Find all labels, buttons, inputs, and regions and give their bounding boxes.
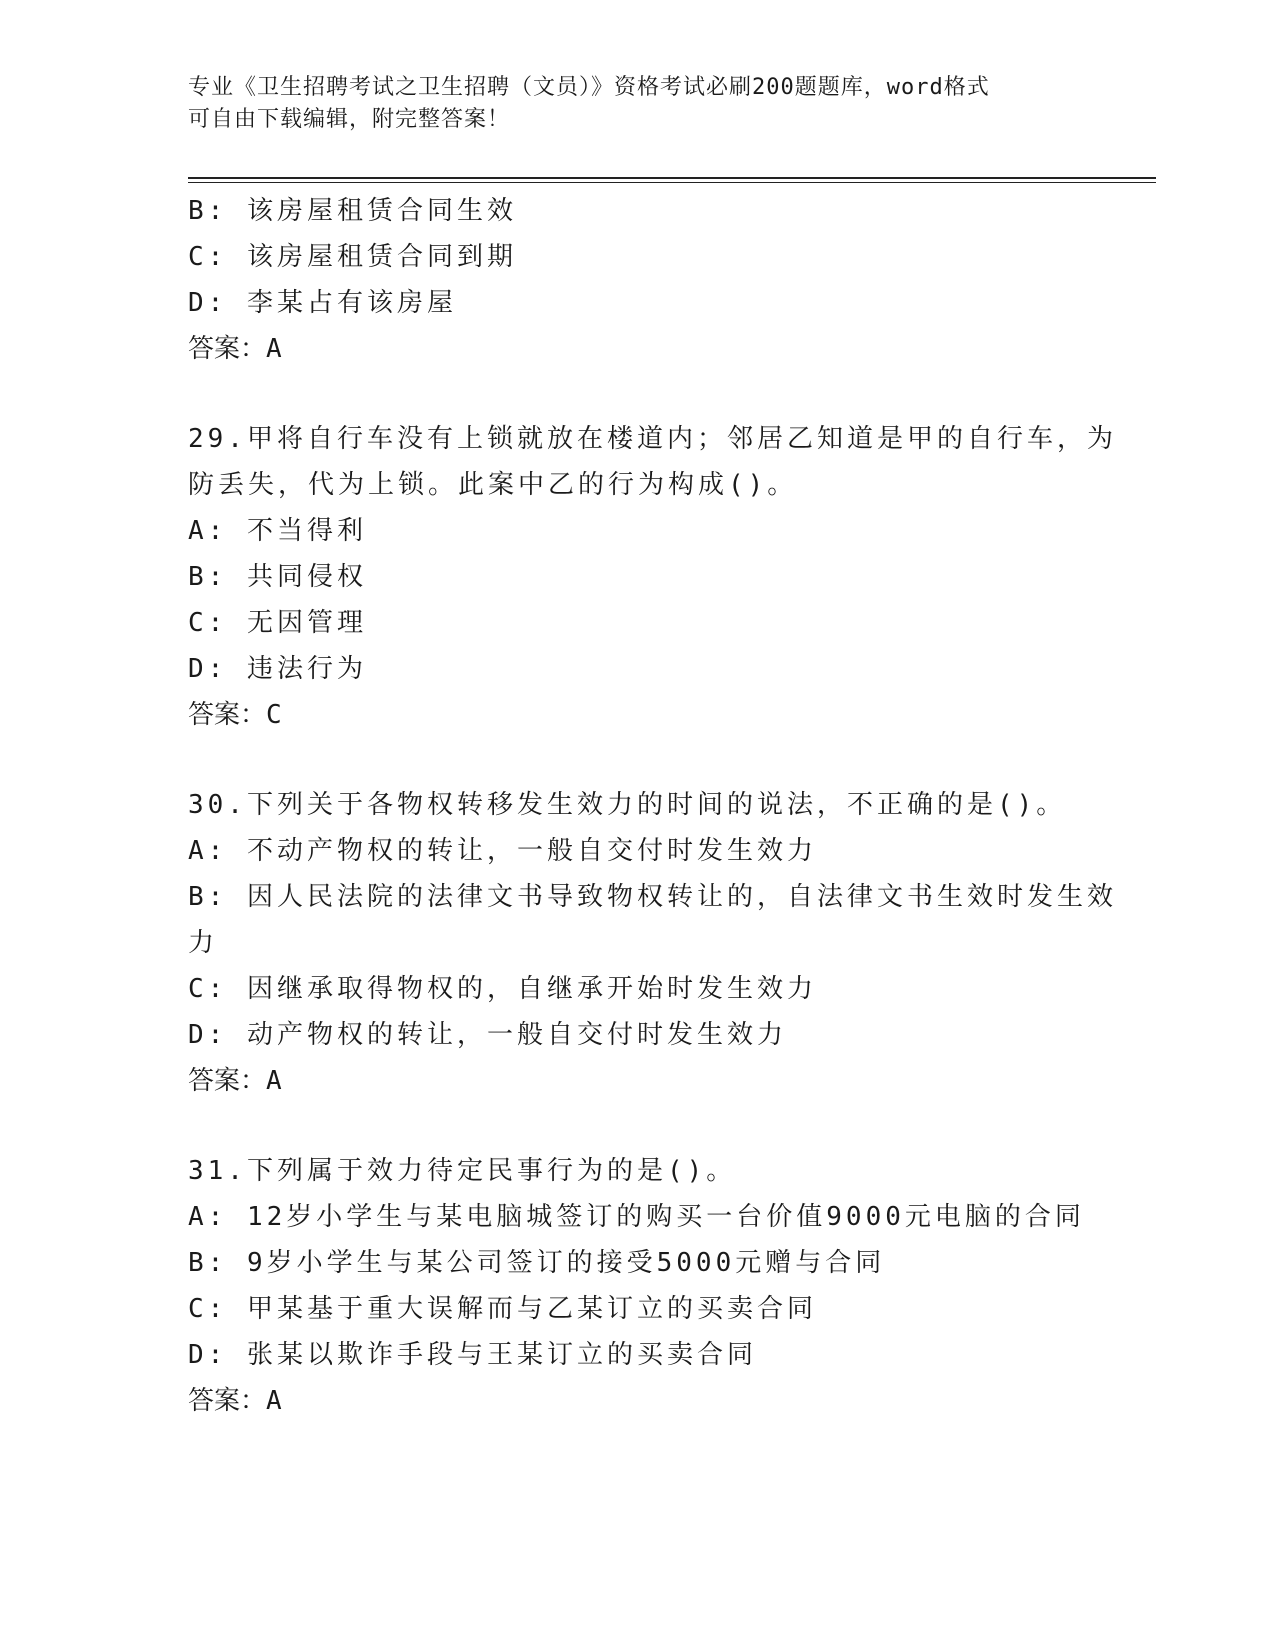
answer-value: A [266, 1066, 284, 1096]
answer-label: 答案： [188, 1386, 267, 1416]
answer-line [188, 692, 1088, 738]
answer-value: C [266, 700, 284, 730]
answer-label: 答案： [188, 700, 267, 730]
question-list [188, 188, 1117, 1424]
spacer [188, 738, 1088, 782]
option-d: D: 违法行为 [188, 654, 367, 684]
option-b-continued: 力 [188, 928, 219, 958]
option-b: B: 9岁小学生与某公司签订的接受5000元赠与合同 [188, 1248, 886, 1278]
answer-value: A [266, 334, 284, 364]
option-c: C: 甲某基于重大误解而与乙某订立的买卖合同 [188, 1294, 817, 1324]
answer-label: 答案： [188, 334, 267, 364]
option-b: B: 共同侵权 [188, 562, 367, 592]
option-d: D: 张某以欺诈手段与王某订立的买卖合同 [188, 1340, 757, 1370]
question-stem-line-2: 防丢失，代为上锁。此案中乙的行为构成()。 [188, 470, 798, 500]
header-line-1: 专业《卫生招聘考试之卫生招聘（文员）》资格考试必刷200题题库，word格式 [188, 75, 990, 100]
option-b: B: 因人民法院的法律文书导致物权转让的，自法律文书生效时发生效 [188, 882, 1117, 912]
header-line-2: 可自由下载编辑，附完整答案！ [188, 107, 511, 132]
option-a: A: 12岁小学生与某电脑城签订的购买一台价值9000元电脑的合同 [188, 1202, 1085, 1232]
page-header [188, 72, 1088, 136]
option-a: A: 不当得利 [188, 516, 367, 546]
option-b: B: 该房屋租赁合同生效 [188, 196, 517, 226]
answer-label: 答案： [188, 1066, 267, 1096]
header-divider-thick [188, 177, 1156, 179]
answer-line [188, 1378, 1088, 1424]
option-c: C: 因继承取得物权的，自继承开始时发生效力 [188, 974, 817, 1004]
option-c: C: 该房屋租赁合同到期 [188, 242, 517, 272]
question-stem-line-1: 31.下列属于效力待定民事行为的是()。 [188, 1156, 737, 1186]
option-a: A: 不动产物权的转让，一般自交付时发生效力 [188, 836, 817, 866]
question-block-28 [188, 188, 1088, 372]
question-block-31 [188, 1148, 1088, 1424]
answer-value: A [266, 1386, 284, 1416]
question-stem-line-1: 29.甲将自行车没有上锁就放在楼道内；邻居乙知道是甲的自行车，为 [188, 424, 1117, 454]
option-c: C: 无因管理 [188, 608, 367, 638]
option-d: D: 李某占有该房屋 [188, 288, 457, 318]
spacer [188, 372, 1088, 416]
question-block-29 [188, 416, 1117, 738]
answer-line [188, 326, 1088, 372]
header-divider-thin [188, 182, 1156, 183]
spacer [188, 1104, 1088, 1148]
answer-line [188, 1058, 1088, 1104]
option-d: D: 动产物权的转让，一般自交付时发生效力 [188, 1020, 787, 1050]
question-block-30 [188, 782, 1117, 1104]
question-stem-line-1: 30.下列关于各物权转移发生效力的时间的说法，不正确的是()。 [188, 790, 1067, 820]
